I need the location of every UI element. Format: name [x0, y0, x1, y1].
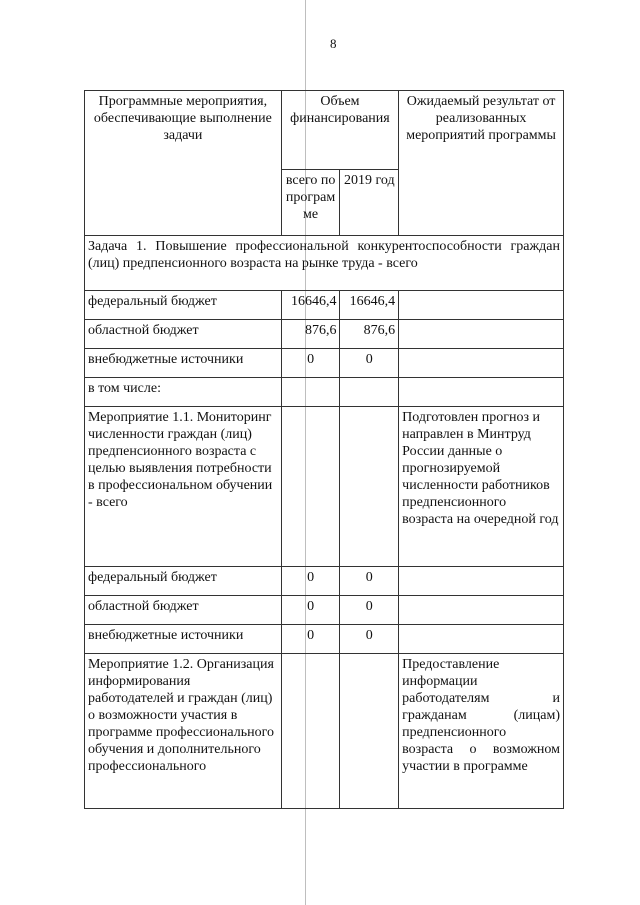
measure-result: Подготовлен прогноз и направлен в Минтруд России данные о прогнозируемой численности работников предпенсионного возраста на очередной год	[399, 407, 564, 567]
row-result	[399, 320, 564, 349]
subheader-year: 2019 год	[340, 169, 399, 235]
row-result	[399, 291, 564, 320]
row-total: 0	[281, 349, 340, 378]
header-expected-result: Ожидаемый результат от реализованных мероприятий программы	[399, 91, 564, 236]
row-year: 0	[340, 596, 399, 625]
table-row	[85, 291, 564, 320]
row-result	[399, 349, 564, 378]
table-row	[85, 320, 564, 349]
row-label: федеральный бюджет	[85, 567, 282, 596]
task-row	[85, 236, 564, 291]
measure-row	[85, 407, 564, 567]
row-label: областной бюджет	[85, 320, 282, 349]
including-label: в том числе:	[85, 378, 282, 407]
row-year: 876,6	[340, 320, 399, 349]
row-total: 0	[281, 596, 340, 625]
measure-result: Предоставление информации работодателям и гражданам (лицам) предпенсионного возраста о возможном участии в программе	[399, 654, 564, 809]
row-label: областной бюджет	[85, 596, 282, 625]
row-label: внебюджетные источники	[85, 625, 282, 654]
row-year: 16646,4	[340, 291, 399, 320]
header-financing: Объем финансирования	[281, 91, 398, 170]
row-year: 0	[340, 625, 399, 654]
table-row	[85, 567, 564, 596]
program-measures-table	[84, 90, 564, 809]
measure-title: Мероприятие 1.1. Мониторинг численности граждан (лиц) предпенсионного возраста с целью выявления потребности в профессиональном обучении - всего	[85, 407, 282, 567]
table-row	[85, 378, 564, 407]
header-measures: Программные мероприятия, обеспечивающие выполнение задачи	[85, 91, 282, 236]
measure-title: Мероприятие 1.2. Организация информирования работодателей и граждан (лиц) о возможности участия в программе профессионального обучения и дополнительного профессионального	[85, 654, 282, 809]
row-total: 0	[281, 625, 340, 654]
subheader-total: всего по програм ме	[281, 169, 340, 235]
row-year: 0	[340, 567, 399, 596]
row-total: 876,6	[281, 320, 340, 349]
measure-row	[85, 654, 564, 809]
table-header-row	[85, 91, 564, 170]
task-title: Задача 1. Повышение профессиональной конкурентоспособности граждан (лиц) предпенсионного возраста на рынке труда - всего	[85, 236, 564, 291]
row-total: 0	[281, 567, 340, 596]
row-total: 16646,4	[281, 291, 340, 320]
page-number: 8	[330, 36, 337, 51]
row-year: 0	[340, 349, 399, 378]
table-row	[85, 596, 564, 625]
row-label: федеральный бюджет	[85, 291, 282, 320]
table-row	[85, 625, 564, 654]
table-row	[85, 349, 564, 378]
row-label: внебюджетные источники	[85, 349, 282, 378]
